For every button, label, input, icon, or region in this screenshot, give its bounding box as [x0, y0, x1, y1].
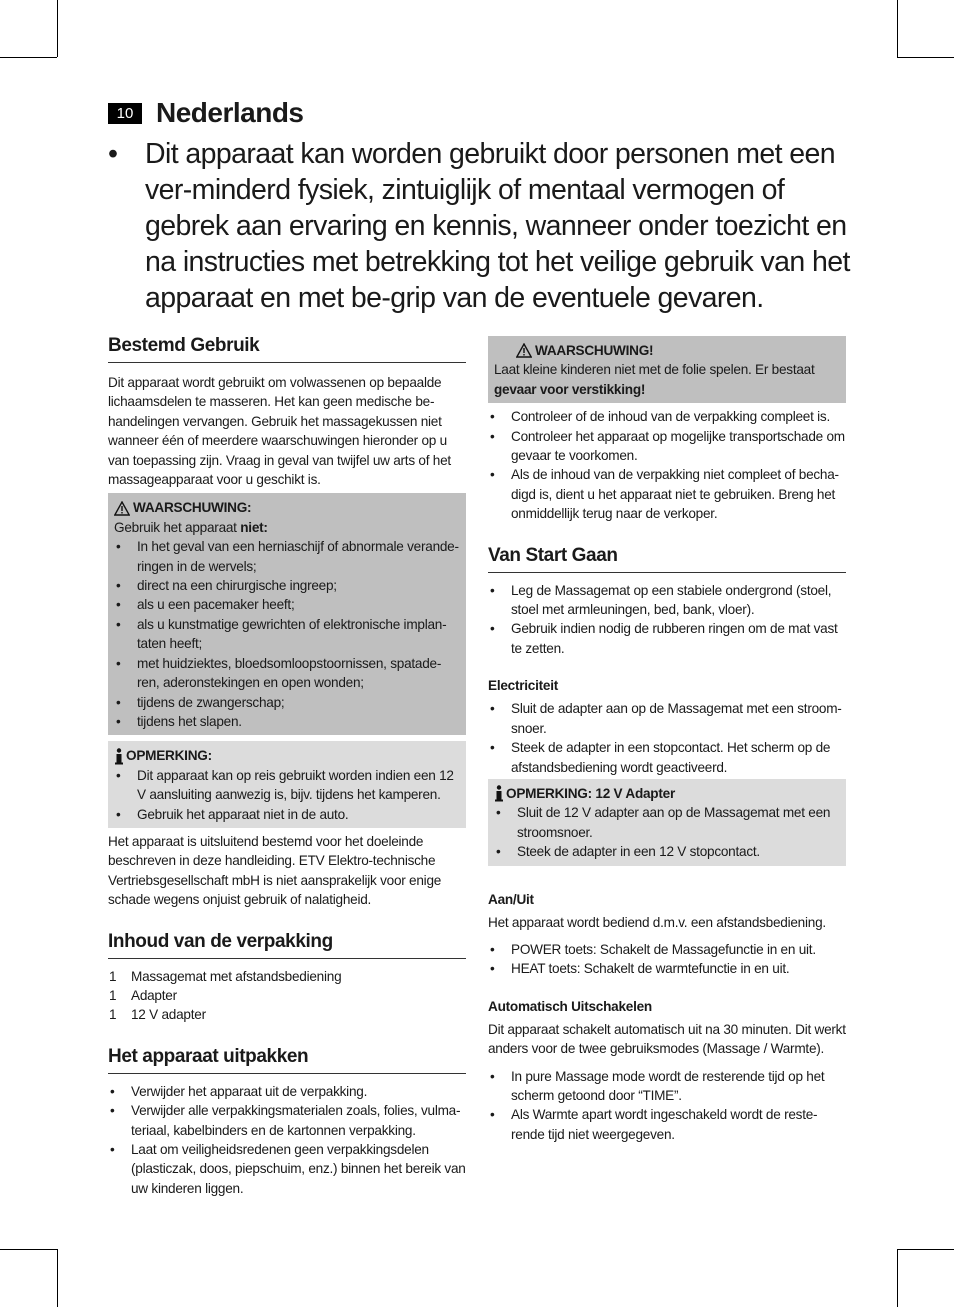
note-list [494, 803, 840, 861]
subsection-title-auto: Automatisch Uitschakelen [488, 998, 652, 1014]
list-item: • met huidziektes, bloedsomloopstoornissen, spatade-ren, aderonstekingen en open wonden; [114, 654, 460, 693]
crop-mark [0, 1249, 57, 1250]
language-title: Nederlands [156, 97, 304, 128]
list-item: • tijdens het slapen. [114, 712, 460, 731]
list-item: • In pure Massage mode wordt de resterende tijd op het scherm getoond door “TIME”. [488, 1067, 846, 1106]
list-item: • Sluit de 12 V adapter aan op de Massagemat met een stroomsnoer. [494, 803, 840, 842]
list-item: • Steek de adapter in een stopcontact. Het scherm op de afstandsbediening wordt geactiveerd. [488, 738, 846, 777]
aanuit-list [488, 940, 846, 979]
note-list [114, 766, 460, 824]
start-list [488, 581, 846, 659]
electricity-list [488, 699, 846, 777]
list-item: • Leg de Massagemat op een stabiele ondergrond (stoel, stoel met armleuningen, bed, bank, vloer). [488, 581, 846, 620]
list-item: • Controleer of de inhoud van de verpakking compleet is. [488, 407, 846, 426]
section-title-start: Van Start Gaan [488, 544, 846, 573]
section-title-inhoud: Inhoud van de verpakking [108, 930, 466, 959]
warning-box [488, 336, 846, 403]
unpack-list [108, 1082, 466, 1198]
bullet: • [108, 138, 118, 170]
list-item: • Verwijder het apparaat uit de verpakking. [108, 1082, 466, 1101]
warning-label: WAARSCHUWING! [535, 343, 654, 358]
list-item: • tijdens de zwangerschap; [114, 693, 460, 712]
note-box [488, 779, 846, 866]
note-heading [494, 784, 840, 803]
list-item: • Als de inhoud van de verpakking niet compleet of becha-digd is, dient u het apparaat niet te gebruiken. Breng het onmiddellijk terug naar de verkoper. [488, 465, 846, 523]
list-item: 1 Massagemat met afstandsbediening [109, 968, 342, 984]
package-list [108, 967, 466, 1025]
list-item: • Laat om veiligheidsredenen geen verpakkingsdelen (plasticzak, doos, piepschuim, enz.) binnen het bereik van uw kinderen liggen. [108, 1140, 466, 1198]
subsection-title-aanuit: Aan/Uit [488, 891, 534, 907]
crop-mark [57, 0, 58, 57]
warning-text: Laat kleine kinderen niet met de folie spelen. Er bestaat gevaar voor verstikking! [494, 362, 815, 397]
warning-label: WAARSCHUWING: [133, 500, 252, 516]
list-item: • Gebruik indien nodig de rubberen ringen om de mat vast te zetten. [488, 619, 846, 658]
auto-text: Dit apparaat schakelt automatisch uit na 30 minuten. Dit werkt anders voor de twee gebruiksmodes (Massage / Warmte). [488, 1021, 846, 1057]
list-item: • Steek de adapter in een 12 V stopcontact. [494, 842, 840, 861]
page-number: 10 [108, 103, 142, 124]
list-item: • Dit apparaat kan op reis gebruikt worden indien een 12 V aansluiting aanwezig is, bijv. tijdens het kamperen. [114, 766, 460, 805]
list-item: • direct na een chirurgische ingreep; [114, 576, 460, 595]
intro-text: Dit apparaat kan worden gebruikt door personen met een ver-minderd fysiek, zintuiglijk of mentaal vermogen of gebrek aan ervaring en kennis, wanneer onder toezicht en na instructies met betrekking tot het veilige gebruik van het apparaat en met be-grip van de eventuele gevaren. [145, 138, 850, 314]
list-item: • POWER toets: Schakelt de Massagefunctie in en uit. [488, 940, 846, 959]
list-item: • In het geval van een herniaschijf of abnormale verande-ringen in de wervels; [114, 537, 460, 576]
crop-mark [0, 57, 57, 58]
intro-bullet [108, 136, 853, 316]
warning-triangle-icon [516, 343, 532, 358]
crop-mark [57, 1249, 58, 1307]
bestemd-text: Dit apparaat wordt gebruikt om volwassenen op bepaalde lichaamsdelen te masseren. Het kan geen medische be-handelingen vervangen. Gebruik het massagekussen niet wanneer één of meerdere waarschuwingen hieronder op u van toepassing zijn. Vraag in geval van twijfel uw arts of het massageapparaat voor u geschikt is. [108, 375, 451, 488]
aanuit-text: Het apparaat wordt bediend d.m.v. een afstandsbediening. [488, 914, 826, 930]
warning-list [114, 537, 460, 731]
list-item: • als u een pacemaker heeft; [114, 595, 460, 614]
section-title-uitpakken: Het apparaat uitpakken [108, 1045, 466, 1074]
note-label: OPMERKING: 12 V Adapter [506, 785, 675, 801]
warning-heading [114, 498, 460, 517]
list-item: • Controleer het apparaat op mogelijke transportschade om gevaar te voorkomen. [488, 427, 846, 466]
list-item: • Sluit de adapter aan op de Massagemat met een stroom-snoer. [488, 699, 846, 738]
warning-lead: Gebruik het apparaat niet: [114, 519, 268, 535]
list-item: • Verwijder alle verpakkingsmaterialen zoals, folies, vulma-teriaal, kabelbinders en de kartonnen verpakking. [108, 1101, 466, 1140]
subsection-title-elektriciteit: Electriciteit [488, 678, 559, 694]
right-column [488, 336, 846, 1144]
left-column [108, 334, 466, 1198]
note-label: OPMERKING: [126, 748, 212, 764]
bestemd-closing: Het apparaat is uitsluitend bestemd voor het doeleinde beschreven in deze handleiding. ETV Elektro-technische Vertriebsgesellschaft mbH is niet aansprakelijk voor enige schade wegens onjuist gebruik of nalatigheid. [108, 833, 442, 908]
crop-mark [897, 57, 954, 58]
list-item: 1 Adapter [109, 987, 177, 1003]
crop-mark [897, 1249, 954, 1250]
info-icon [494, 785, 504, 802]
list-item: • Gebruik het apparaat niet in de auto. [114, 805, 460, 824]
list-item: • Als Warmte apart wordt ingeschakeld wordt de reste-rende tijd niet weergegeven. [488, 1105, 846, 1144]
info-icon [114, 748, 124, 765]
auto-list [488, 1067, 846, 1145]
list-item: • HEAT toets: Schakelt de warmtefunctie in en uit. [488, 959, 846, 978]
note-box [108, 741, 466, 828]
crop-mark [897, 1249, 898, 1307]
warning-heading [516, 341, 840, 360]
note-heading [114, 746, 460, 765]
crop-mark [897, 0, 898, 57]
warning-triangle-icon [114, 501, 130, 516]
section-title-bestemd: Bestemd Gebruik [108, 334, 466, 363]
warning-box [108, 493, 466, 735]
list-item: • als u kunstmatige gewrichten of elektronische implan-taten heeft; [114, 615, 460, 654]
list-item: 1 12 V adapter [109, 1007, 206, 1023]
check-list [488, 407, 846, 523]
